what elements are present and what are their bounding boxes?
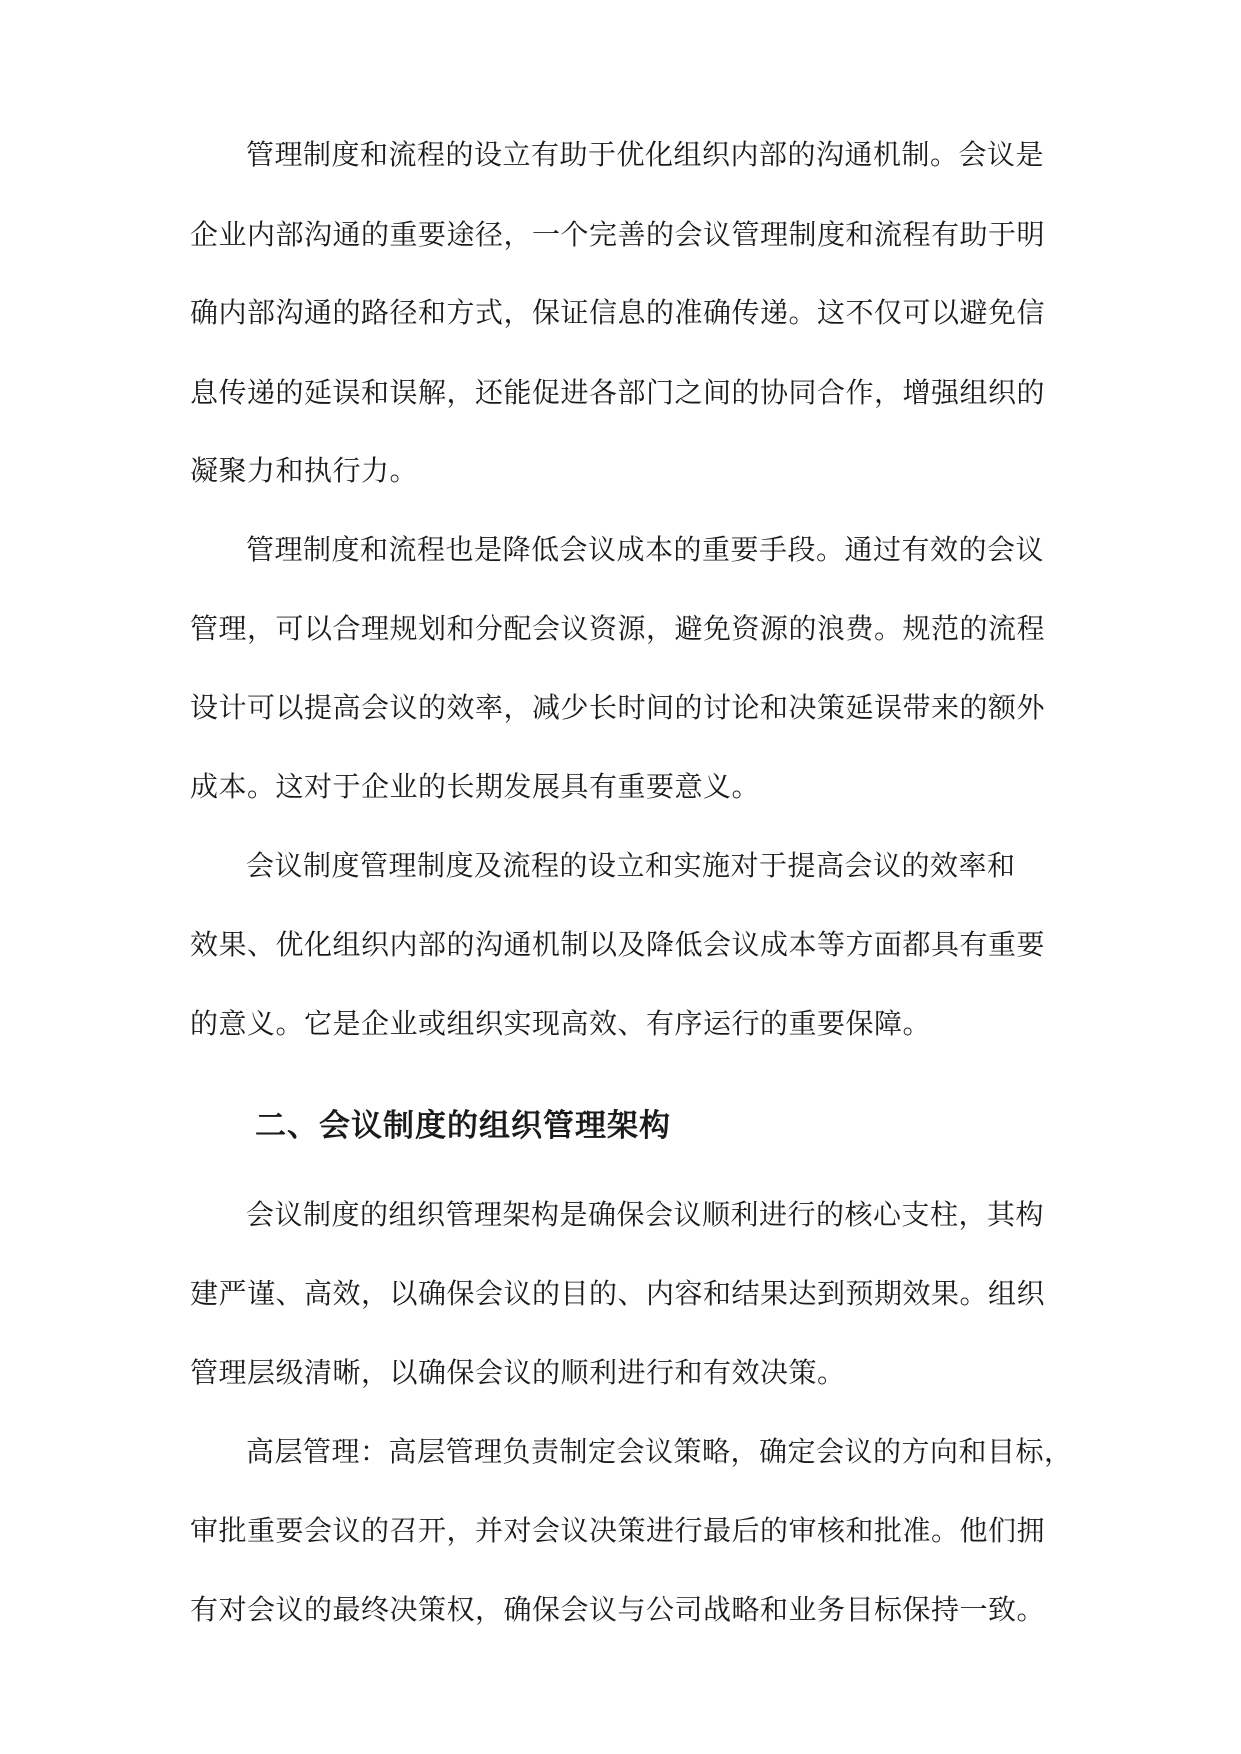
- paragraph-3-line-3: 的意义。它是企业或组织实现高效、有序运行的重要保障。: [190, 1007, 932, 1040]
- paragraph-2-line-2: 管理，可以合理规划和分配会议资源，避免资源的浪费。规范的流程: [190, 612, 1046, 645]
- paragraph-5-line-3: 有对会议的最终决策权，确保会议与公司战略和业务目标保持一致。: [190, 1593, 1046, 1626]
- paragraph-2-line-3: 设计可以提高会议的效率，减少长时间的讨论和决策延误带来的额外: [190, 691, 1046, 724]
- paragraph-5-line-1: 高层管理：高层管理负责制定会议策略，确定会议的方向和目标，: [246, 1435, 1073, 1468]
- paragraph-3-line-2: 效果、优化组织内部的沟通机制以及降低会议成本等方面都具有重要: [190, 928, 1046, 961]
- paragraph-1-line-2: 企业内部沟通的重要途径，一个完善的会议管理制度和流程有助于明: [190, 218, 1046, 251]
- paragraph-1-line-3: 确内部沟通的路径和方式，保证信息的准确传递。这不仅可以避免信: [190, 296, 1046, 329]
- paragraph-4-line-2: 建严谨、高效，以确保会议的目的、内容和结果达到预期效果。组织: [190, 1277, 1046, 1310]
- paragraph-1-line-4: 息传递的延误和误解，还能促进各部门之间的协同合作，增强组织的: [190, 376, 1046, 409]
- paragraph-5-line-2: 审批重要会议的召开，并对会议决策进行最后的审核和批准。他们拥: [190, 1514, 1046, 1547]
- paragraph-2-line-4: 成本。这对于企业的长期发展具有重要意义。: [190, 770, 761, 803]
- paragraph-4-line-3: 管理层级清晰，以确保会议的顺利进行和有效决策。: [190, 1356, 846, 1389]
- paragraph-2-line-1: 管理制度和流程也是降低会议成本的重要手段。通过有效的会议: [246, 533, 1045, 566]
- paragraph-1-line-5: 凝聚力和执行力。: [190, 454, 419, 487]
- section-heading: 二、会议制度的组织管理架构: [255, 1108, 671, 1144]
- paragraph-3-line-1: 会议制度管理制度及流程的设立和实施对于提高会议的效率和: [246, 849, 1016, 882]
- paragraph-4-line-1: 会议制度的组织管理架构是确保会议顺利进行的核心支柱，其构: [246, 1198, 1045, 1231]
- paragraph-1-line-1: 管理制度和流程的设立有助于优化组织内部的沟通机制。会议是: [246, 138, 1045, 171]
